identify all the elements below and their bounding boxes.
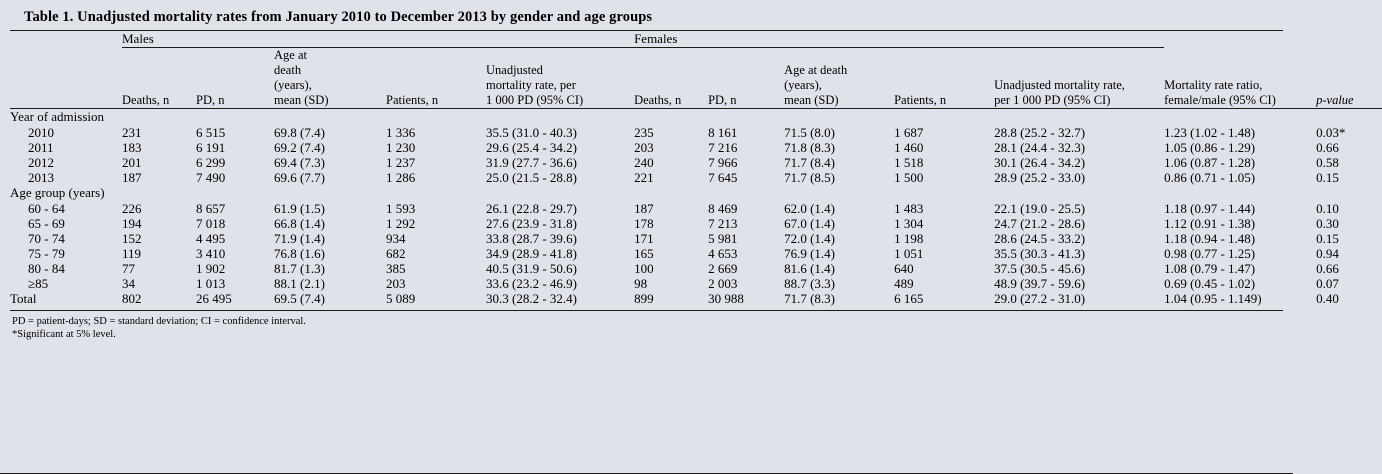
cell-deaths-female: 187 (634, 201, 654, 216)
cell-rate-female: 24.7 (21.2 - 28.6) (994, 216, 1086, 231)
cell-age-female: 71.7 (8.3) (784, 291, 835, 306)
col-header-age-male-line1: Age at (274, 48, 307, 62)
cell-age-female: 76.9 (1.4) (784, 246, 835, 261)
cell-ratio: 1.05 (0.86 - 1.29) (1164, 140, 1256, 155)
cell-pd-female: 7 966 (708, 155, 738, 170)
table-row (10, 231, 1382, 246)
cell-patients-female: 1 460 (894, 140, 924, 155)
group-header-spacer-2 (1164, 31, 1316, 48)
cell-patients-female: 1 500 (894, 170, 924, 185)
cell-patients-male: 5 089 (386, 291, 416, 306)
cell-deaths-male: 77 (122, 261, 135, 276)
cell-patients-female: 489 (894, 276, 914, 291)
cell-pvalue: 0.15 (1316, 170, 1339, 185)
col-header-pd-male-text: PD, n (196, 93, 225, 107)
cell-age-male: 69.8 (7.4) (274, 125, 325, 140)
cell-pvalue: 0.03* (1316, 125, 1346, 140)
cell-ratio: 1.18 (0.94 - 1.48) (1164, 231, 1256, 246)
cell-deaths-male: 194 (122, 216, 142, 231)
cell-ratio: 0.98 (0.77 - 1.25) (1164, 246, 1256, 261)
cell-pd-male: 1 013 (196, 276, 226, 291)
cell-patients-female: 1 304 (894, 216, 924, 231)
row-label: 75 - 79 (28, 246, 65, 261)
cell-pvalue: 0.30 (1316, 216, 1339, 231)
cell-age-male: 69.6 (7.7) (274, 170, 325, 185)
cell-rate-female: 48.9 (39.7 - 59.6) (994, 276, 1086, 291)
table-row (10, 261, 1382, 276)
cell-deaths-male: 119 (122, 246, 142, 261)
footnote-significance: *Significant at 5% level. (12, 329, 116, 340)
group-header-spacer (10, 31, 122, 48)
cell-rate-male: 26.1 (22.8 - 29.7) (486, 201, 577, 216)
cell-age-male: 76.8 (1.6) (274, 246, 325, 261)
table-row (10, 140, 1382, 155)
cell-age-male: 81.7 (1.3) (274, 261, 325, 276)
cell-patients-female: 1 483 (894, 201, 924, 216)
section-header-agegroup-label: Age group (years) (10, 185, 105, 200)
cell-pvalue: 0.07 (1316, 276, 1339, 291)
col-header-rate-female (994, 48, 1164, 109)
row-label: 70 - 74 (28, 231, 65, 246)
cell-patients-female: 1 198 (894, 231, 924, 246)
table-row (10, 216, 1382, 231)
cell-deaths-female: 203 (634, 140, 654, 155)
cell-age-female: 88.7 (3.3) (784, 276, 835, 291)
row-label-total: Total (10, 291, 37, 306)
cell-pd-female: 8 469 (708, 201, 738, 216)
cell-pd-male: 4 495 (196, 231, 226, 246)
cell-pd-male: 7 018 (196, 216, 226, 231)
col-header-patients-male-text: Patients, n (386, 93, 439, 107)
cell-pd-male: 6 515 (196, 125, 226, 140)
cell-rate-female: 28.1 (24.4 - 32.3) (994, 140, 1086, 155)
col-header-ratio (1164, 48, 1316, 109)
col-header-age-female-line1: Age at death (784, 63, 848, 77)
row-label: 2012 (28, 155, 54, 170)
cell-rate-female: 30.1 (26.4 - 34.2) (994, 155, 1086, 170)
col-header-deaths-female (634, 48, 708, 109)
cell-deaths-female: 240 (634, 155, 654, 170)
col-header-age-female-line2: (years), (784, 78, 822, 92)
table-row (10, 170, 1382, 185)
cell-age-male: 66.8 (1.4) (274, 216, 325, 231)
col-header-rate-male (486, 48, 634, 109)
cell-deaths-male: 802 (122, 291, 142, 306)
cell-deaths-male: 34 (122, 276, 135, 291)
cell-patients-female: 6 165 (894, 291, 924, 306)
table-row (10, 155, 1382, 170)
cell-deaths-female: 899 (634, 291, 654, 306)
col-header-rate-female-line2: per 1 000 PD (95% CI) (994, 93, 1111, 107)
cell-rate-female: 37.5 (30.5 - 45.6) (994, 261, 1086, 276)
col-header-deaths-male (122, 48, 196, 109)
cell-patients-male: 1 230 (386, 140, 416, 155)
cell-age-male: 69.4 (7.3) (274, 155, 325, 170)
cell-pd-female: 5 981 (708, 231, 738, 246)
cell-age-female: 71.7 (8.4) (784, 155, 835, 170)
group-header-row (10, 31, 1382, 48)
cell-patients-male: 1 292 (386, 216, 416, 231)
section-header-agegroup (10, 185, 1382, 201)
cell-rate-female: 22.1 (19.0 - 25.5) (994, 201, 1086, 216)
col-header-deaths-female-text: Deaths, n (634, 93, 682, 107)
cell-patients-male: 1 237 (386, 155, 416, 170)
cell-rate-female: 28.6 (24.5 - 33.2) (994, 231, 1086, 246)
cell-pd-male: 7 490 (196, 170, 226, 185)
col-header-deaths-male-text: Deaths, n (122, 93, 170, 107)
table-row (10, 201, 1382, 216)
cell-age-male: 71.9 (1.4) (274, 231, 325, 246)
col-header-rate-male-line3: 1 000 PD (95% CI) (486, 93, 584, 107)
cell-deaths-female: 235 (634, 125, 654, 140)
cell-pd-female: 7 645 (708, 170, 738, 185)
row-label: 65 - 69 (28, 216, 65, 231)
cell-patients-male: 1 593 (386, 201, 416, 216)
cell-pd-male: 3 410 (196, 246, 226, 261)
row-label: 80 - 84 (28, 261, 65, 276)
cell-rate-male: 30.3 (28.2 - 32.4) (486, 291, 577, 306)
cell-deaths-female: 165 (634, 246, 654, 261)
cell-deaths-male: 201 (122, 155, 142, 170)
footnote-abbreviations: PD = patient-days; SD = standard deviation; CI = confidence interval. (12, 316, 306, 327)
section-header-year-label: Year of admission (10, 109, 105, 124)
col-header-age-male-line4: mean (SD) (274, 93, 329, 107)
group-header-spacer-3 (1316, 31, 1382, 48)
cell-patients-female: 1 518 (894, 155, 924, 170)
cell-pvalue: 0.10 (1316, 201, 1339, 216)
cell-pd-male: 6 299 (196, 155, 226, 170)
cell-pvalue: 0.58 (1316, 155, 1339, 170)
col-header-patients-female-text: Patients, n (894, 93, 947, 107)
cell-patients-male: 1 286 (386, 170, 416, 185)
cell-rate-male: 25.0 (21.5 - 28.8) (486, 170, 577, 185)
cell-pvalue: 0.66 (1316, 261, 1339, 276)
cell-rate-female: 29.0 (27.2 - 31.0) (994, 291, 1086, 306)
cell-rate-male: 29.6 (25.4 - 34.2) (486, 140, 577, 155)
cell-rate-male: 40.5 (31.9 - 50.6) (486, 261, 577, 276)
cell-age-female: 71.5 (8.0) (784, 125, 835, 140)
cell-age-male: 69.5 (7.4) (274, 291, 325, 306)
cell-age-female: 62.0 (1.4) (784, 201, 835, 216)
col-header-rate-male-line2: mortality rate, per (486, 78, 576, 92)
cell-rate-female: 35.5 (30.3 - 41.3) (994, 246, 1086, 261)
cell-pd-female: 7 216 (708, 140, 738, 155)
cell-ratio: 0.86 (0.71 - 1.05) (1164, 170, 1256, 185)
col-header-ratio-line1: Mortality rate ratio, (1164, 78, 1263, 92)
col-header-age-male-line2: death (274, 63, 302, 77)
cell-pd-female: 30 988 (708, 291, 744, 306)
cell-pd-female: 2 003 (708, 276, 738, 291)
cell-age-female: 81.6 (1.4) (784, 261, 835, 276)
cell-pd-female: 4 653 (708, 246, 738, 261)
cell-rate-male: 33.8 (28.7 - 39.6) (486, 231, 577, 246)
table-caption: Table 1. Unadjusted mortality rates from January 2010 to December 2013 by gender and age groups (24, 9, 653, 25)
cell-pvalue: 0.15 (1316, 231, 1339, 246)
cell-deaths-male: 187 (122, 170, 142, 185)
cell-pd-female: 7 213 (708, 216, 738, 231)
cell-pvalue: 0.40 (1316, 291, 1339, 306)
cell-deaths-female: 221 (634, 170, 654, 185)
section-header-year (10, 109, 1382, 126)
cell-deaths-female: 178 (634, 216, 654, 231)
col-header-pd-male (196, 48, 274, 109)
cell-deaths-female: 100 (634, 261, 654, 276)
cell-age-male: 61.9 (1.5) (274, 201, 325, 216)
row-label: 2011 (28, 140, 54, 155)
col-header-rate-female-line1: Unadjusted mortality rate, (994, 78, 1125, 92)
col-header-age-female-line3: mean (SD) (784, 93, 839, 107)
col-header-label (10, 48, 122, 109)
cell-patients-female: 640 (894, 261, 914, 276)
table-row-total (10, 291, 1382, 307)
cell-patients-male: 203 (386, 276, 406, 291)
cell-rate-male: 35.5 (31.0 - 40.3) (486, 125, 577, 140)
row-label: ≥85 (28, 276, 49, 291)
table-row (10, 246, 1382, 261)
cell-age-female: 71.7 (8.5) (784, 170, 835, 185)
cell-patients-female: 1 051 (894, 246, 924, 261)
col-header-rate-male-line1: Unadjusted (486, 63, 543, 77)
cell-rate-male: 34.9 (28.9 - 41.8) (486, 246, 577, 261)
cell-ratio: 1.23 (1.02 - 1.48) (1164, 125, 1256, 140)
cell-ratio: 1.06 (0.87 - 1.28) (1164, 155, 1256, 170)
col-header-age-male (274, 48, 386, 109)
cell-rate-female: 28.8 (25.2 - 32.7) (994, 125, 1086, 140)
cell-pd-male: 26 495 (196, 291, 232, 306)
cell-rate-male: 31.9 (27.7 - 36.6) (486, 155, 577, 170)
cell-ratio: 0.69 (0.45 - 1.02) (1164, 276, 1256, 291)
group-header-males: Males (122, 31, 634, 48)
column-header-row (10, 48, 1382, 109)
col-header-pd-female (708, 48, 784, 109)
cell-ratio: 1.12 (0.91 - 1.38) (1164, 216, 1256, 231)
cell-rate-male: 33.6 (23.2 - 46.9) (486, 276, 577, 291)
cell-deaths-female: 171 (634, 231, 654, 246)
col-header-pvalue: p-value (1316, 93, 1354, 107)
col-header-pd-female-text: PD, n (708, 93, 737, 107)
col-header-age-female (784, 48, 894, 109)
row-label: 2013 (28, 170, 54, 185)
cell-deaths-male: 152 (122, 231, 142, 246)
col-header-ratio-line2: female/male (95% CI) (1164, 93, 1276, 107)
cell-pd-male: 8 657 (196, 201, 226, 216)
cell-age-male: 69.2 (7.4) (274, 140, 325, 155)
cell-age-female: 72.0 (1.4) (784, 231, 835, 246)
cell-ratio: 1.04 (0.95 - 1.149) (1164, 291, 1262, 306)
cell-pd-male: 6 191 (196, 140, 226, 155)
footnotes (10, 311, 1283, 341)
col-header-patients-male (386, 48, 486, 109)
cell-patients-female: 1 687 (894, 125, 924, 140)
cell-deaths-male: 183 (122, 140, 142, 155)
cell-age-male: 88.1 (2.1) (274, 276, 325, 291)
cell-rate-male: 27.6 (23.9 - 31.8) (486, 216, 577, 231)
cell-pd-male: 1 902 (196, 261, 226, 276)
cell-rate-female: 28.9 (25.2 - 33.0) (994, 170, 1086, 185)
cell-deaths-male: 226 (122, 201, 142, 216)
cell-ratio: 1.08 (0.79 - 1.47) (1164, 261, 1256, 276)
cell-pd-female: 2 669 (708, 261, 738, 276)
cell-patients-male: 934 (386, 231, 406, 246)
cell-patients-male: 385 (386, 261, 406, 276)
row-label: 2010 (28, 125, 54, 140)
cell-deaths-male: 231 (122, 125, 142, 140)
group-header-females: Females (634, 31, 1164, 48)
row-label: 60 - 64 (28, 201, 65, 216)
col-header-age-male-line3: (years), (274, 78, 312, 92)
cell-patients-male: 682 (386, 246, 406, 261)
cell-age-female: 71.8 (8.3) (784, 140, 835, 155)
cell-ratio: 1.18 (0.97 - 1.44) (1164, 201, 1256, 216)
cell-deaths-female: 98 (634, 276, 648, 291)
cell-pvalue: 0.94 (1316, 246, 1339, 261)
col-header-patients-female (894, 48, 994, 109)
cell-pvalue: 0.66 (1316, 140, 1339, 155)
mortality-table (10, 31, 1382, 307)
cell-age-female: 67.0 (1.4) (784, 216, 835, 231)
cell-pd-female: 8 161 (708, 125, 738, 140)
table-row (10, 125, 1382, 140)
table-row (10, 276, 1382, 291)
cell-patients-male: 1 336 (386, 125, 416, 140)
